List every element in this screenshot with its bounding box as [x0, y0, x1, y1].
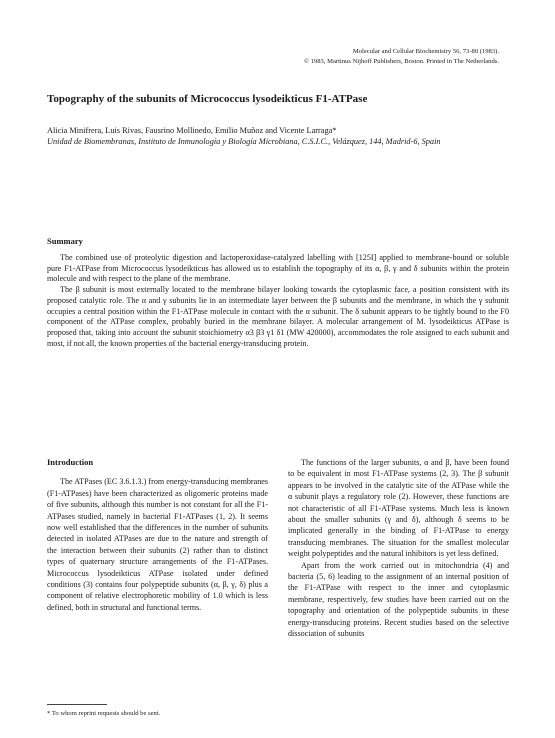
- introduction-heading: Introduction: [47, 457, 94, 467]
- summary-paragraph: The β subunit is most externally located to the membrane bilayer looking towards the cytoplasmic face, a position consistent with its proposed catalytic role. The α and γ subunits lie in an intermediate layer between the β subunits and the membrane, in which the γ subunit occupies a central position within the F1-ATPase molecule in contact with the α subunit. The δ subunit appears to be tightly bound to the F0 component of the ATPase complex, probably buried in the membrane bilayer. A molecular arrangement of M. lysodeikticus ATPase is proposed that, taking into account the subunit stoichiometry α3 β3 γ1 δ1 (MW 420000), accommodates the role assigned to each subunit and most, if not all, the known properties of the bacterial energy-transducing protein.: [47, 285, 509, 348]
- footnote: * To whom reprint requests should be sent.: [47, 710, 161, 717]
- left-column: [47, 457, 268, 613]
- publisher-line: © 1983, Martinus Nijhoff Publishers, Boston. Printed in The Netherlands.: [303, 58, 499, 65]
- author-block: [47, 126, 507, 147]
- summary-paragraph: The combined use of proteolytic digestion and lactoperoxidase-catalyzed labelling with [125I] applied to membrane-bound or soluble pure F1-ATPase from Micrococcus lysodeikticus has allowed us to establish the topography of its α, β, γ and δ subunits within the protein molecule and with respect to the plane of the membrane.: [47, 253, 509, 284]
- summary-section: [47, 253, 509, 349]
- right-column: [288, 457, 509, 640]
- author-list: Alicia Minifrera, Luis Rivas, Fausrino Mollinedo, Emilio Muñoz and Vicente Larraga*: [47, 126, 337, 135]
- paper-title: Topography of the subunits of Micrococcus lysodeikticus F1-ATPase: [47, 93, 368, 105]
- body-paragraph: The functions of the larger subunits, α and β, have been found to be equivalent in most F1-ATPase systems (2, 3). The β subunit appears to be involved in the catalytic site of the ATPase while the α subunit plays a regulatory role (2). However, these functions are not characteristic of all F1-ATPase systems. Much less is known about the smaller subunits (γ and δ), although δ seems to be implicated generally in the binding of F1-ATPase to energy transducing membranes. The situation for the smallest molecular weight polypeptides and the natural inhibitors is yet less defined.: [288, 458, 509, 559]
- summary-heading: Summary: [47, 236, 83, 246]
- journal-citation: Molecular and Cellular Biochemistry 56, 73-80 (1983).: [352, 48, 499, 55]
- body-paragraph: The ATPases (EC 3.6.1.3.) from energy-transducing membranes (F1-ATPases) have been characterized as oligomeric proteins made of five subunits, although this number is not constant for all the F1-ATPases studied, namely in bacterial F1-ATPases (1, 2). It seems now well established that the differences in the number of subunits detected in isolated ATPases are due to the nature and strength of the interaction between their subunits (2) rather than to distinct types of quaternary structure arrangements of the F1-ATPases. Micrococcus lysodeikticus ATPase isolated under defined conditions (3) contains four polypeptide subunits (α, β, γ, δ) plus a component of relative electrophoretic mobility of 1.0 which is less defined, both in structural and functional terms.: [47, 477, 268, 612]
- journal-header: [304, 47, 499, 67]
- affiliation: Unidad de Biomembranas, Instituto de Inmunología y Biología Microbiana, C.S.I.C., Velázquez, 144, Madrid-6, Spain: [47, 136, 441, 146]
- footnote-rule: [47, 704, 107, 705]
- body-paragraph: Apart from the work carried out in mitochondria (4) and bacteria (5, 6) leading to the assignment of an internal position of the F1-ATPase with respect to the inner and cytoplasmic membrane, respectively, few studies have been carried out on the topography and orientation of the polypeptide subunits in these energy-transducing proteins. Recent studies based on the selective dissociation of subunits: [288, 560, 509, 639]
